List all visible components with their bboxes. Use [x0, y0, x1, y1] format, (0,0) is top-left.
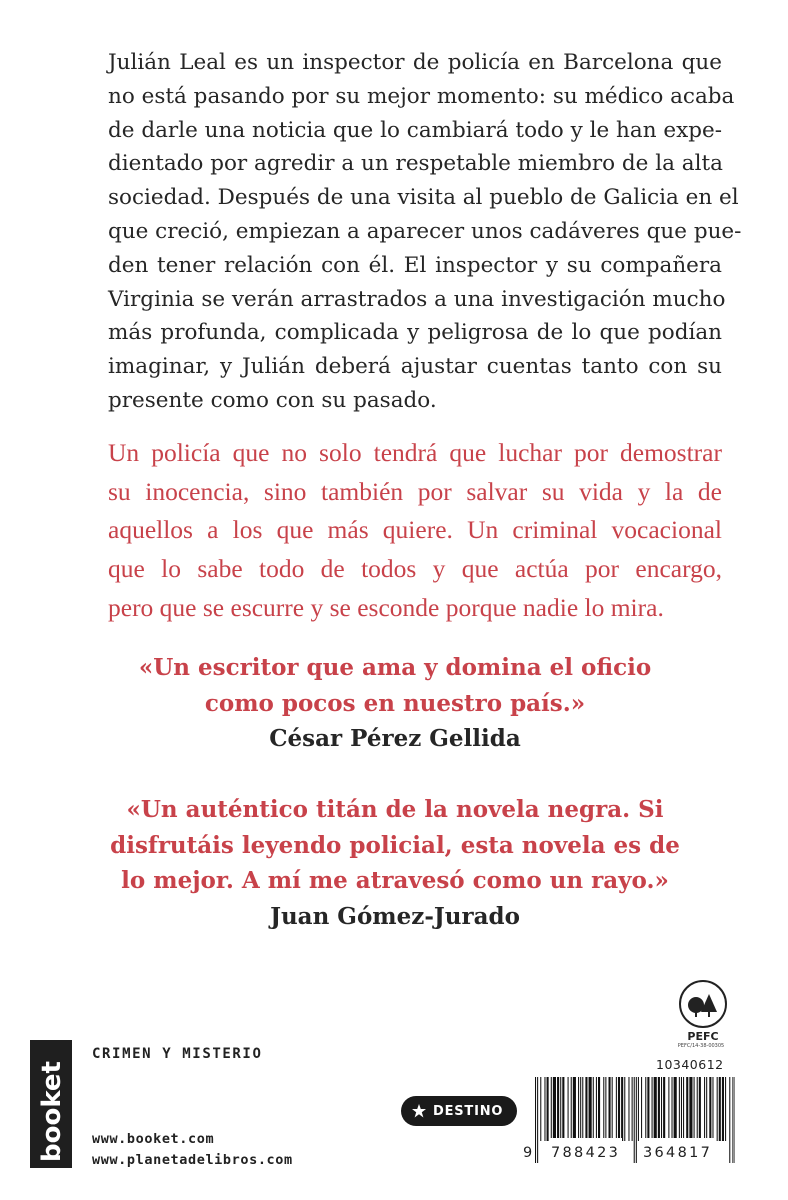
barcode-bar: [618, 1077, 620, 1141]
booket-logo: [30, 1040, 72, 1168]
barcode-bar: [553, 1077, 556, 1141]
barcode-bar: [704, 1077, 705, 1141]
barcode-bar: [605, 1077, 606, 1141]
barcode-bar: [694, 1077, 695, 1141]
synopsis-line: Virginia se verán arrastrados a una investigación mucho: [108, 286, 726, 312]
synopsis-line: de darle una noticia que lo cambiará todo y le han expe-: [108, 117, 722, 143]
synopsis-line: sociedad. Después de una visita al pueblo de Galicia en el: [108, 185, 739, 211]
synopsis-line: imaginar, y Julián deberá ajustar cuentas tanto con su: [108, 354, 722, 380]
barcode-bar: [585, 1077, 587, 1141]
teaser-paragraph: [108, 434, 722, 628]
destino-label: DESTINO: [433, 1103, 504, 1119]
synopsis-line: dientado por agredir a un respetable miembro de la alta: [108, 151, 723, 177]
booket-logo-text: booket: [37, 1061, 67, 1162]
barcode-bar: [709, 1077, 711, 1141]
barcode-bar: [547, 1077, 549, 1141]
teaser-line: aquellos a los que más quiere. Un criminal vocacional: [108, 515, 722, 545]
barcode-digit-group: 9: [523, 1145, 535, 1161]
barcode-bar: [712, 1077, 713, 1141]
barcode-bar: [582, 1077, 583, 1141]
barcode-bar: [719, 1077, 721, 1141]
barcode-bar: [624, 1077, 625, 1141]
barcode-bar: [636, 1077, 637, 1163]
barcode-bar: [571, 1077, 572, 1141]
barcode-bar: [596, 1077, 597, 1141]
barcode-bar: [537, 1077, 538, 1163]
barcode-bar: [598, 1077, 600, 1141]
barcode-bar: [638, 1077, 639, 1141]
barcode-bar: [589, 1077, 592, 1141]
synopsis-line: que creció, empiezan a aparecer unos cadáveres que pue-: [108, 218, 742, 244]
barcode-bar: [628, 1077, 629, 1141]
barcode-bar: [616, 1077, 617, 1141]
website-link[interactable]: www.booket.com: [92, 1131, 215, 1147]
barcode-bar: [722, 1077, 724, 1141]
barcode-bar: [689, 1077, 692, 1141]
barcode-bar: [654, 1077, 657, 1141]
teaser-line: Un policía que no solo tendrá que luchar por demostrar: [108, 438, 722, 467]
barcode-bar: [668, 1077, 669, 1141]
destino-logo: [401, 1096, 517, 1126]
barcode-bar: [663, 1077, 665, 1141]
barcode-bar: [686, 1077, 688, 1141]
teaser-line: pero que se escurre y se esconde porque nadie lo mira.: [108, 592, 664, 622]
synopsis-line: Julián Leal es un inspector de policía en Barcelona que: [108, 50, 722, 75]
barcode-bar: [568, 1077, 569, 1141]
quote-line: como pocos en nuestro país.»: [204, 689, 586, 717]
quote-line: disfrutáis leyendo policial, esta novela es de: [110, 831, 680, 859]
barcode-digit-group: 788423: [549, 1138, 622, 1168]
barcode-bar: [652, 1077, 653, 1141]
barcode-bar: [641, 1077, 642, 1141]
barcode-bar: [706, 1077, 707, 1141]
destino-star-icon: [411, 1103, 427, 1119]
booket-logo-mark: [30, 1040, 72, 1168]
blurb-quote: [60, 650, 730, 757]
synopsis-line: den tener relación con él. El inspector y su compañera: [108, 252, 722, 278]
barcode-bar: [697, 1077, 698, 1141]
barcode-bar: [681, 1077, 682, 1141]
barcode-bar: [661, 1077, 662, 1141]
pefc-code: PEFC/14-38-00305: [677, 1043, 725, 1049]
barcode-bar: [634, 1077, 635, 1163]
barcode-bar: [593, 1077, 594, 1141]
barcode-bar: [674, 1077, 677, 1141]
teaser-line: que lo sabe todo de todos y que actúa por encargo,: [108, 554, 722, 584]
barcode-bar: [551, 1077, 552, 1141]
collection-label: CRIMEN Y MISTERIO: [92, 1046, 263, 1062]
barcode-bar: [609, 1077, 611, 1141]
synopsis-line: más profunda, complicada y peligrosa de lo que podían: [108, 320, 722, 346]
barcode-bar: [658, 1077, 660, 1141]
quote-author: Juan Gómez-Jurado: [270, 902, 520, 930]
barcode-bar: [603, 1077, 604, 1141]
pefc-tree-icon: [679, 980, 727, 1028]
quote-line: «Un auténtico titán de la novela negra. Si: [126, 796, 664, 823]
barcode-bar: [672, 1077, 673, 1141]
synopsis-paragraph: [108, 46, 742, 418]
quote-line: «Un escritor que ama y domina el oficio: [138, 654, 652, 681]
barcode-bar: [557, 1077, 559, 1141]
barcode-bar: [735, 1077, 736, 1163]
barcode-bar: [578, 1077, 579, 1141]
barcode-bar: [621, 1077, 623, 1141]
website-link[interactable]: www.planetadelibros.com: [92, 1152, 293, 1168]
synopsis-line: no está pasando por su mejor momento: su médico acaba: [108, 83, 735, 109]
barcode-bar: [580, 1077, 581, 1141]
barcode-bar: [699, 1077, 701, 1141]
barcode-bar: [632, 1077, 633, 1141]
quote-author: César Pérez Gellida: [269, 725, 521, 752]
barcode-bar: [540, 1077, 541, 1141]
barcode-bar: [544, 1077, 545, 1141]
pefc-certification: [676, 980, 730, 1050]
barcode-bar: [683, 1077, 684, 1141]
barcode-bar: [573, 1077, 576, 1141]
barcode-bar: [679, 1077, 680, 1141]
pefc-label: PEFC: [687, 1030, 719, 1043]
barcode-bar: [647, 1077, 649, 1141]
synopsis-line: presente como con su pasado.: [108, 387, 437, 413]
blurb-quote: [60, 792, 730, 934]
barcode-bar: [717, 1077, 718, 1141]
barcode-bar: [645, 1077, 646, 1141]
barcode-bar: [562, 1077, 564, 1141]
barcode-bar: [560, 1077, 561, 1141]
product-code: 10340612: [656, 1057, 724, 1072]
barcode-bar: [729, 1077, 730, 1163]
teaser-line: su inocencia, sino también por salvar su vida y la de: [108, 476, 722, 506]
barcode-digit-group: 364817: [641, 1138, 714, 1168]
barcode-bar: [612, 1077, 613, 1141]
quote-line: lo mejor. A mí me atravesó como un rayo.»: [121, 867, 669, 894]
barcode-bar: [725, 1077, 726, 1141]
barcode-bar: [732, 1077, 733, 1163]
